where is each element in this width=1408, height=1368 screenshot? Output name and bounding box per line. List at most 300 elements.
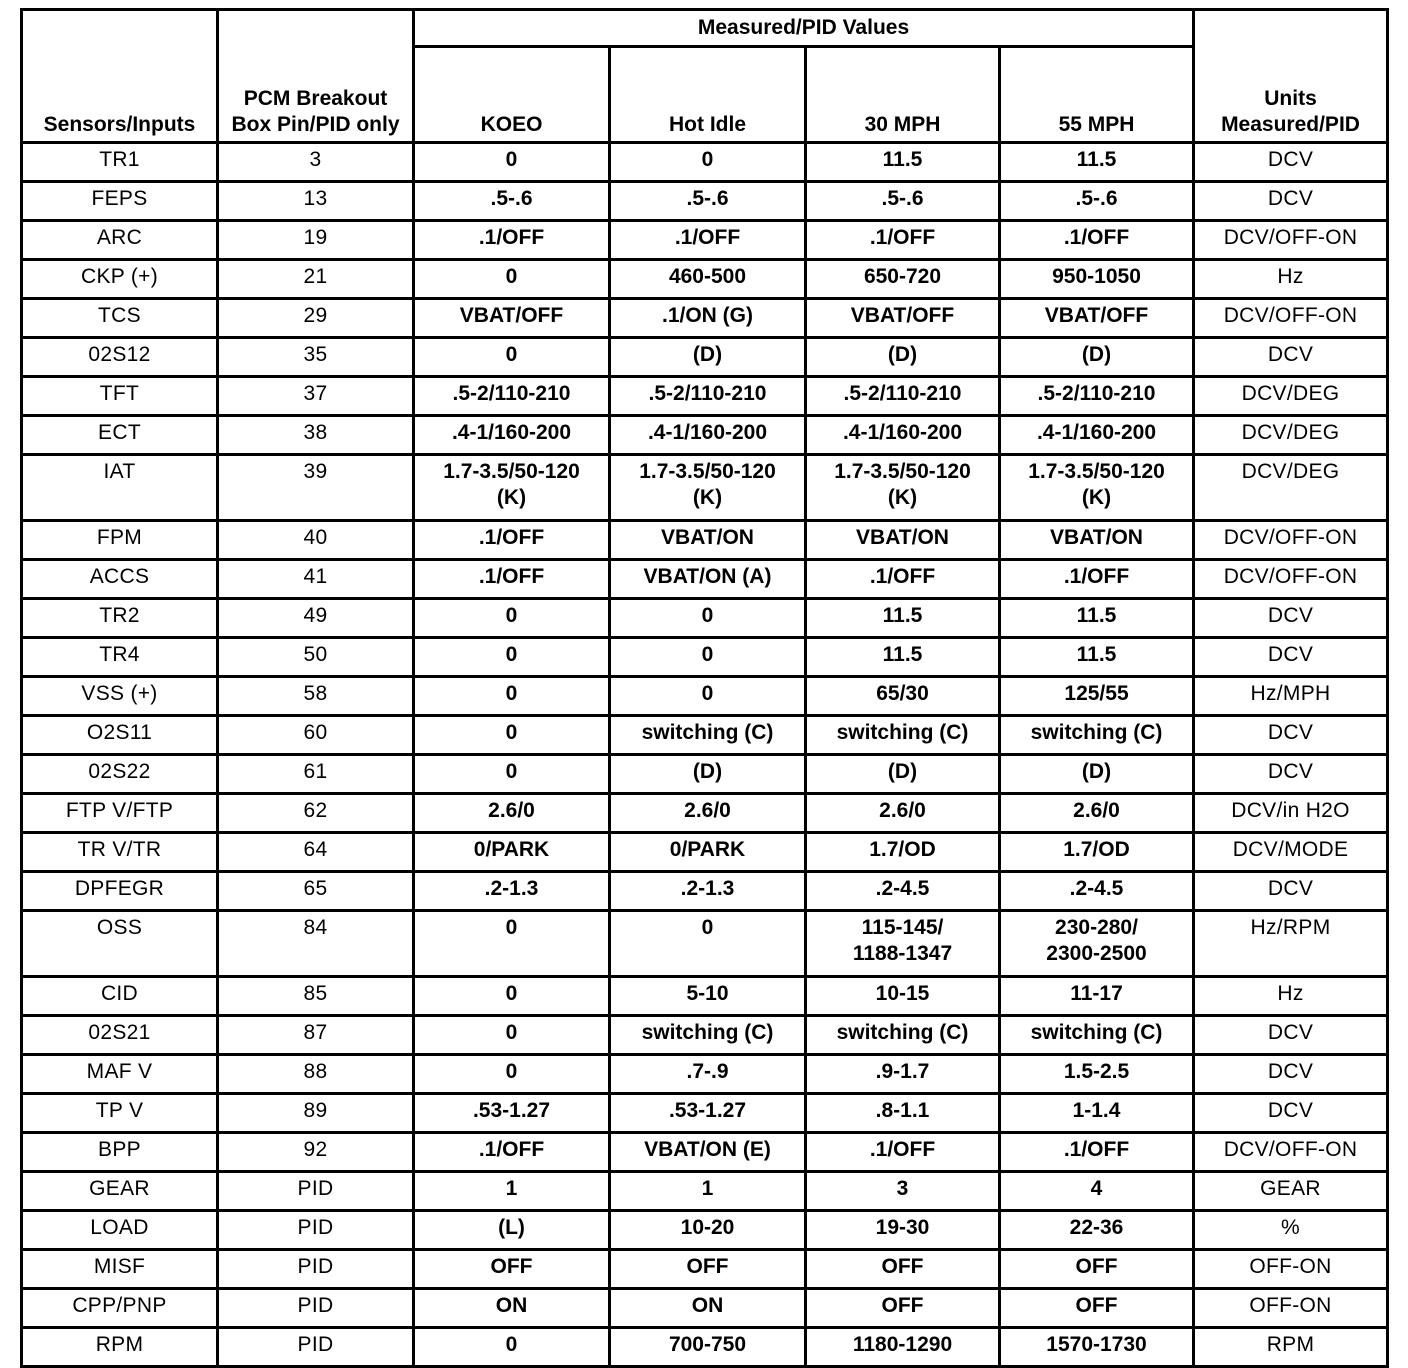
cell-sensor (22, 143, 218, 182)
cell-hot-idle (610, 1016, 806, 1055)
cell-pin-text: 64 (303, 838, 328, 861)
cell-sensor (22, 338, 218, 377)
cell-30-mph-text: 1.7/OD (869, 838, 936, 861)
cell-55-mph (1000, 911, 1194, 977)
cell-55-mph (1000, 1328, 1194, 1367)
cell-pin (218, 1250, 414, 1289)
cell-units (1194, 338, 1388, 377)
cell-30-mph (806, 599, 1000, 638)
cell-30-mph-text: switching (C) (836, 1021, 969, 1044)
cell-sensor-text: CPP/PNP (72, 1294, 167, 1317)
cell-koeo (414, 599, 610, 638)
cell-pin-text: 29 (303, 304, 328, 327)
cell-30-mph-text: 11.5 (882, 643, 923, 666)
cell-pin-text: 84 (303, 916, 328, 939)
cell-hot-idle-text: 10-20 (680, 1216, 735, 1239)
cell-units-text: DCV/DEG (1241, 460, 1340, 483)
cell-55-mph (1000, 299, 1194, 338)
cell-koeo (414, 833, 610, 872)
cell-units-text: DCV (1267, 148, 1314, 171)
cell-30-mph-text-line2: 1188-1347 (852, 942, 953, 965)
cell-hot-idle-text: VBAT/ON (661, 526, 754, 549)
header-units-measured: Units Measured/PID (1194, 10, 1388, 143)
table-row (22, 1289, 1388, 1328)
cell-pin (218, 1328, 414, 1367)
cell-sensor (22, 1094, 218, 1133)
cell-sensor-text: ARC (96, 226, 143, 249)
cell-30-mph-text: 11.5 (882, 148, 923, 171)
cell-55-mph-text: .2-4.5 (1069, 877, 1124, 900)
cell-55-mph-text: OFF (1075, 1255, 1118, 1278)
cell-hot-idle (610, 872, 806, 911)
cell-55-mph (1000, 338, 1194, 377)
cell-sensor-text: TCS (98, 304, 141, 327)
cell-30-mph-text: (D) (887, 343, 918, 366)
cell-55-mph (1000, 182, 1194, 221)
cell-koeo (414, 1172, 610, 1211)
cell-koeo-text: 0 (505, 760, 518, 783)
cell-pin (218, 182, 414, 221)
cell-55-mph (1000, 1172, 1194, 1211)
cell-30-mph (806, 794, 1000, 833)
cell-sensor-text: TR2 (99, 604, 140, 627)
cell-55-mph-text: .1/OFF (1063, 226, 1130, 249)
cell-hot-idle-text: 0 (701, 148, 714, 171)
cell-sensor (22, 1133, 218, 1172)
cell-units (1194, 260, 1388, 299)
cell-sensor (22, 638, 218, 677)
cell-55-mph-text: 11-17 (1070, 982, 1123, 1005)
header-hot-idle: Hot Idle (610, 47, 806, 143)
cell-sensor (22, 794, 218, 833)
cell-30-mph (806, 521, 1000, 560)
cell-units (1194, 1016, 1388, 1055)
cell-koeo-text: 0 (505, 1333, 518, 1356)
cell-units (1194, 677, 1388, 716)
cell-units (1194, 1211, 1388, 1250)
cell-units-text: DCV (1267, 343, 1314, 366)
cell-55-mph-text: 1570-1730 (1046, 1333, 1147, 1356)
cell-units-text: RPM (1266, 1333, 1315, 1356)
cell-55-mph-text: (D) (1081, 760, 1112, 783)
cell-30-mph-text: .1/OFF (869, 226, 936, 249)
cell-units-text: % (1281, 1216, 1300, 1239)
cell-hot-idle-text: .4-1/160-200 (647, 421, 768, 444)
cell-55-mph (1000, 638, 1194, 677)
cell-sensor-text: ACCS (89, 565, 150, 588)
cell-units-text: DCV/OFF-ON (1223, 526, 1358, 549)
cell-koeo-text: 0 (505, 916, 518, 939)
cell-pin-text: 21 (303, 265, 328, 288)
cell-sensor-text: FEPS (91, 187, 148, 210)
cell-koeo-text: 1.7-3.5/50-120 (443, 460, 580, 483)
cell-sensor-text: TR4 (99, 643, 140, 666)
cell-units-text: DCV/OFF-ON (1223, 304, 1358, 327)
cell-pin (218, 260, 414, 299)
cell-30-mph-text: VBAT/ON (856, 526, 949, 549)
cell-hot-idle-text: 700-750 (668, 1333, 747, 1356)
table-row (22, 911, 1388, 977)
cell-55-mph-text: switching (C) (1030, 1021, 1163, 1044)
cell-sensor-text: O2S11 (86, 721, 153, 744)
cell-units (1194, 221, 1388, 260)
cell-55-mph-text: VBAT/OFF (1044, 304, 1149, 327)
pcm-pid-values-table (20, 8, 1389, 1368)
cell-units-text: Hz/RPM (1250, 916, 1331, 939)
cell-koeo-text: .1/OFF (478, 1138, 545, 1161)
cell-koeo-text: 0 (505, 265, 518, 288)
cell-pin-text: PID (297, 1177, 334, 1200)
cell-koeo-text: .5-2/110-210 (452, 382, 571, 405)
cell-units (1194, 143, 1388, 182)
cell-sensor-text: ECT (98, 421, 141, 444)
cell-sensor-text: FPM (96, 526, 143, 549)
table-row (22, 794, 1388, 833)
cell-units (1194, 872, 1388, 911)
header-row-group (22, 10, 1388, 47)
cell-sensor-text: OSS (96, 916, 143, 939)
cell-pin (218, 1094, 414, 1133)
cell-sensor (22, 182, 218, 221)
cell-55-mph (1000, 833, 1194, 872)
cell-hot-idle-text: 0 (701, 643, 714, 666)
table-row (22, 977, 1388, 1016)
table-row (22, 338, 1388, 377)
cell-pin-text: 39 (303, 460, 328, 483)
cell-30-mph (806, 221, 1000, 260)
cell-55-mph-text: .5-.6 (1075, 187, 1118, 210)
cell-koeo (414, 1055, 610, 1094)
table-row (22, 182, 1388, 221)
cell-units (1194, 1133, 1388, 1172)
cell-55-mph (1000, 1133, 1194, 1172)
cell-sensor-text: CKP (+) (81, 265, 158, 288)
cell-30-mph (806, 299, 1000, 338)
cell-pin-text: 88 (303, 1060, 328, 1083)
cell-hot-idle (610, 1172, 806, 1211)
cell-55-mph (1000, 1094, 1194, 1133)
cell-30-mph (806, 1016, 1000, 1055)
cell-sensor (22, 1172, 218, 1211)
cell-55-mph (1000, 260, 1194, 299)
cell-koeo-text: 0 (505, 1021, 518, 1044)
cell-sensor (22, 521, 218, 560)
table-row (22, 677, 1388, 716)
cell-sensor-text: GEAR (89, 1177, 150, 1200)
cell-koeo (414, 677, 610, 716)
cell-30-mph-text: OFF (881, 1255, 924, 1278)
cell-30-mph-text: 19-30 (875, 1216, 930, 1239)
cell-koeo-text: .4-1/160-200 (451, 421, 572, 444)
cell-30-mph-text: 2.6/0 (879, 799, 926, 822)
cell-55-mph (1000, 521, 1194, 560)
table-row (22, 221, 1388, 260)
cell-sensor (22, 911, 218, 977)
cell-55-mph-text: 1-1.4 (1072, 1099, 1121, 1122)
table-row (22, 755, 1388, 794)
cell-hot-idle (610, 1211, 806, 1250)
cell-pin-text: 61 (303, 760, 328, 783)
cell-units-text: DCV (1267, 187, 1314, 210)
cell-55-mph (1000, 560, 1194, 599)
cell-55-mph (1000, 143, 1194, 182)
cell-hot-idle-text: .5-.6 (686, 187, 729, 210)
cell-30-mph (806, 455, 1000, 521)
cell-units-text: DCV/OFF-ON (1223, 565, 1358, 588)
cell-pin (218, 977, 414, 1016)
cell-hot-idle (610, 1328, 806, 1367)
cell-hot-idle-text: switching (C) (641, 1021, 774, 1044)
cell-pin-text: 89 (303, 1099, 328, 1122)
cell-sensor (22, 260, 218, 299)
cell-koeo-text: 0 (505, 682, 518, 705)
cell-pin (218, 716, 414, 755)
cell-units-text: Hz (1277, 265, 1304, 288)
cell-pin (218, 833, 414, 872)
cell-55-mph (1000, 221, 1194, 260)
cell-30-mph-text-line2: (K) (887, 486, 918, 509)
cell-koeo (414, 182, 610, 221)
cell-55-mph (1000, 1016, 1194, 1055)
header-55-mph: 55 MPH (1000, 47, 1194, 143)
cell-units (1194, 1094, 1388, 1133)
cell-units (1194, 1289, 1388, 1328)
cell-sensor (22, 1055, 218, 1094)
cell-30-mph (806, 1211, 1000, 1250)
cell-55-mph (1000, 677, 1194, 716)
cell-30-mph (806, 716, 1000, 755)
cell-30-mph (806, 560, 1000, 599)
table-row (22, 299, 1388, 338)
cell-hot-idle (610, 260, 806, 299)
table-row (22, 143, 1388, 182)
cell-hot-idle (610, 182, 806, 221)
cell-koeo (414, 1328, 610, 1367)
cell-koeo (414, 221, 610, 260)
table-row (22, 872, 1388, 911)
cell-hot-idle-text: (D) (692, 343, 723, 366)
cell-30-mph-text: .5-2/110-210 (843, 382, 962, 405)
cell-hot-idle-text: .1/ON (G) (661, 304, 753, 327)
cell-sensor (22, 455, 218, 521)
cell-sensor (22, 299, 218, 338)
cell-koeo (414, 560, 610, 599)
cell-55-mph (1000, 755, 1194, 794)
cell-pin-text: 19 (303, 226, 328, 249)
cell-30-mph (806, 977, 1000, 1016)
cell-30-mph (806, 1289, 1000, 1328)
cell-units (1194, 377, 1388, 416)
cell-units-text: DCV/MODE (1232, 838, 1349, 861)
cell-units (1194, 1172, 1388, 1211)
cell-hot-idle-text: .53-1.27 (668, 1099, 747, 1122)
cell-55-mph (1000, 872, 1194, 911)
cell-55-mph-text: 125/55 (1064, 682, 1129, 705)
cell-units (1194, 1250, 1388, 1289)
cell-units (1194, 1328, 1388, 1367)
cell-hot-idle-text: 1 (701, 1177, 714, 1200)
cell-pin (218, 338, 414, 377)
cell-koeo (414, 977, 610, 1016)
cell-hot-idle (610, 677, 806, 716)
cell-units (1194, 1055, 1388, 1094)
cell-units (1194, 599, 1388, 638)
cell-pin-text: 40 (303, 526, 328, 549)
cell-sensor (22, 377, 218, 416)
cell-sensor-text: VSS (+) (81, 682, 158, 705)
cell-55-mph-text: 2.6/0 (1073, 799, 1120, 822)
cell-units (1194, 560, 1388, 599)
cell-pin-text: 92 (303, 1138, 328, 1161)
cell-sensor (22, 599, 218, 638)
table-row (22, 260, 1388, 299)
cell-hot-idle-text: 1.7-3.5/50-120 (639, 460, 776, 483)
cell-koeo-text: .1/OFF (478, 226, 545, 249)
cell-koeo (414, 521, 610, 560)
cell-koeo-text: VBAT/OFF (459, 304, 564, 327)
cell-koeo (414, 1250, 610, 1289)
table-row (22, 416, 1388, 455)
table-row (22, 1250, 1388, 1289)
cell-55-mph-text: 11.5 (1076, 148, 1117, 171)
cell-units (1194, 455, 1388, 521)
cell-55-mph-text: VBAT/ON (1050, 526, 1143, 549)
cell-hot-idle-text: OFF (686, 1255, 729, 1278)
cell-sensor (22, 677, 218, 716)
cell-sensor-text: MAF V (86, 1060, 153, 1083)
cell-pin-text: 38 (303, 421, 328, 444)
cell-pin (218, 1289, 414, 1328)
cell-30-mph-text: (D) (887, 760, 918, 783)
cell-koeo-text: 0 (505, 1060, 518, 1083)
cell-koeo (414, 299, 610, 338)
cell-sensor-text: CID (100, 982, 139, 1005)
cell-units-text: GEAR (1260, 1177, 1321, 1200)
cell-units (1194, 299, 1388, 338)
cell-30-mph-text: .8-1.1 (875, 1099, 930, 1122)
cell-hot-idle (610, 455, 806, 521)
cell-pin-text: PID (297, 1255, 334, 1278)
cell-hot-idle (610, 143, 806, 182)
cell-55-mph (1000, 377, 1194, 416)
cell-30-mph (806, 1094, 1000, 1133)
cell-55-mph-text: 4 (1090, 1177, 1103, 1200)
cell-sensor (22, 1016, 218, 1055)
cell-koeo (414, 260, 610, 299)
header-koeo: KOEO (414, 47, 610, 143)
cell-30-mph (806, 1133, 1000, 1172)
cell-hot-idle (610, 299, 806, 338)
cell-koeo-text: .53-1.27 (472, 1099, 551, 1122)
cell-koeo-text: .5-.6 (490, 187, 533, 210)
cell-koeo-text: OFF (490, 1255, 533, 1278)
cell-30-mph-text: VBAT/OFF (850, 304, 955, 327)
cell-30-mph-text: .9-1.7 (875, 1060, 930, 1083)
cell-55-mph-text: .1/OFF (1063, 1138, 1130, 1161)
cell-55-mph (1000, 977, 1194, 1016)
cell-sensor (22, 977, 218, 1016)
cell-30-mph-text: 650-720 (863, 265, 942, 288)
cell-30-mph (806, 755, 1000, 794)
cell-pin-text: 58 (303, 682, 328, 705)
cell-koeo-text: 0 (505, 982, 518, 1005)
cell-units-text: OFF-ON (1249, 1255, 1332, 1278)
cell-pin (218, 872, 414, 911)
header-measured-pid-values: Measured/PID Values (414, 10, 1194, 47)
cell-30-mph (806, 638, 1000, 677)
cell-55-mph-text: switching (C) (1030, 721, 1163, 744)
cell-units (1194, 521, 1388, 560)
cell-units-text: DCV (1267, 643, 1314, 666)
cell-sensor-text: IAT (103, 460, 136, 483)
cell-koeo (414, 638, 610, 677)
cell-30-mph (806, 260, 1000, 299)
table-row (22, 455, 1388, 521)
cell-sensor (22, 833, 218, 872)
cell-30-mph-text: 115-145/ (861, 916, 944, 939)
cell-hot-idle (610, 716, 806, 755)
cell-55-mph (1000, 716, 1194, 755)
cell-55-mph (1000, 1289, 1194, 1328)
cell-koeo (414, 716, 610, 755)
cell-30-mph (806, 911, 1000, 977)
cell-koeo (414, 1016, 610, 1055)
cell-55-mph-text: 22-36 (1069, 1216, 1124, 1239)
table-row (22, 1016, 1388, 1055)
cell-55-mph-text: 1.7-3.5/50-120 (1028, 460, 1165, 483)
cell-hot-idle (610, 521, 806, 560)
cell-pin-text: 35 (303, 343, 328, 366)
cell-30-mph-text: 65/30 (876, 682, 929, 705)
cell-hot-idle-text: 0 (701, 604, 714, 627)
cell-koeo-text: .2-1.3 (484, 877, 539, 900)
cell-units-text: Hz/MPH (1250, 682, 1331, 705)
cell-55-mph-text: .1/OFF (1063, 565, 1130, 588)
cell-units-text: DCV (1267, 604, 1314, 627)
cell-sensor-text: 02S12 (88, 343, 151, 366)
cell-pin-text: 49 (303, 604, 328, 627)
cell-hot-idle-text: VBAT/ON (E) (644, 1138, 771, 1161)
table-header (22, 10, 1388, 143)
cell-koeo-text: 0 (505, 721, 518, 744)
cell-pin (218, 1172, 414, 1211)
cell-units-text: DCV/OFF-ON (1223, 226, 1358, 249)
cell-hot-idle-text: (D) (692, 760, 723, 783)
cell-55-mph-text: 11.5 (1076, 604, 1117, 627)
cell-sensor-text: LOAD (90, 1216, 149, 1239)
cell-55-mph-text: (D) (1081, 343, 1112, 366)
cell-30-mph-text: 10-15 (875, 982, 930, 1005)
cell-55-mph-text: 230-280/ (1055, 916, 1138, 939)
cell-pin-text: 3 (309, 148, 322, 171)
cell-koeo-text: 0 (505, 643, 518, 666)
cell-hot-idle (610, 1289, 806, 1328)
cell-hot-idle (610, 794, 806, 833)
cell-hot-idle (610, 755, 806, 794)
cell-sensor-text: DPFEGR (74, 877, 165, 900)
cell-koeo-text: 0 (505, 148, 518, 171)
cell-55-mph (1000, 599, 1194, 638)
header-30-mph: 30 MPH (806, 47, 1000, 143)
table-row (22, 1133, 1388, 1172)
cell-30-mph-text: 3 (896, 1177, 909, 1200)
table-row (22, 638, 1388, 677)
cell-pin (218, 455, 414, 521)
cell-pin (218, 755, 414, 794)
cell-koeo-text-line2: (K) (496, 486, 527, 509)
cell-hot-idle (610, 221, 806, 260)
cell-sensor-text: BPP (98, 1138, 141, 1161)
